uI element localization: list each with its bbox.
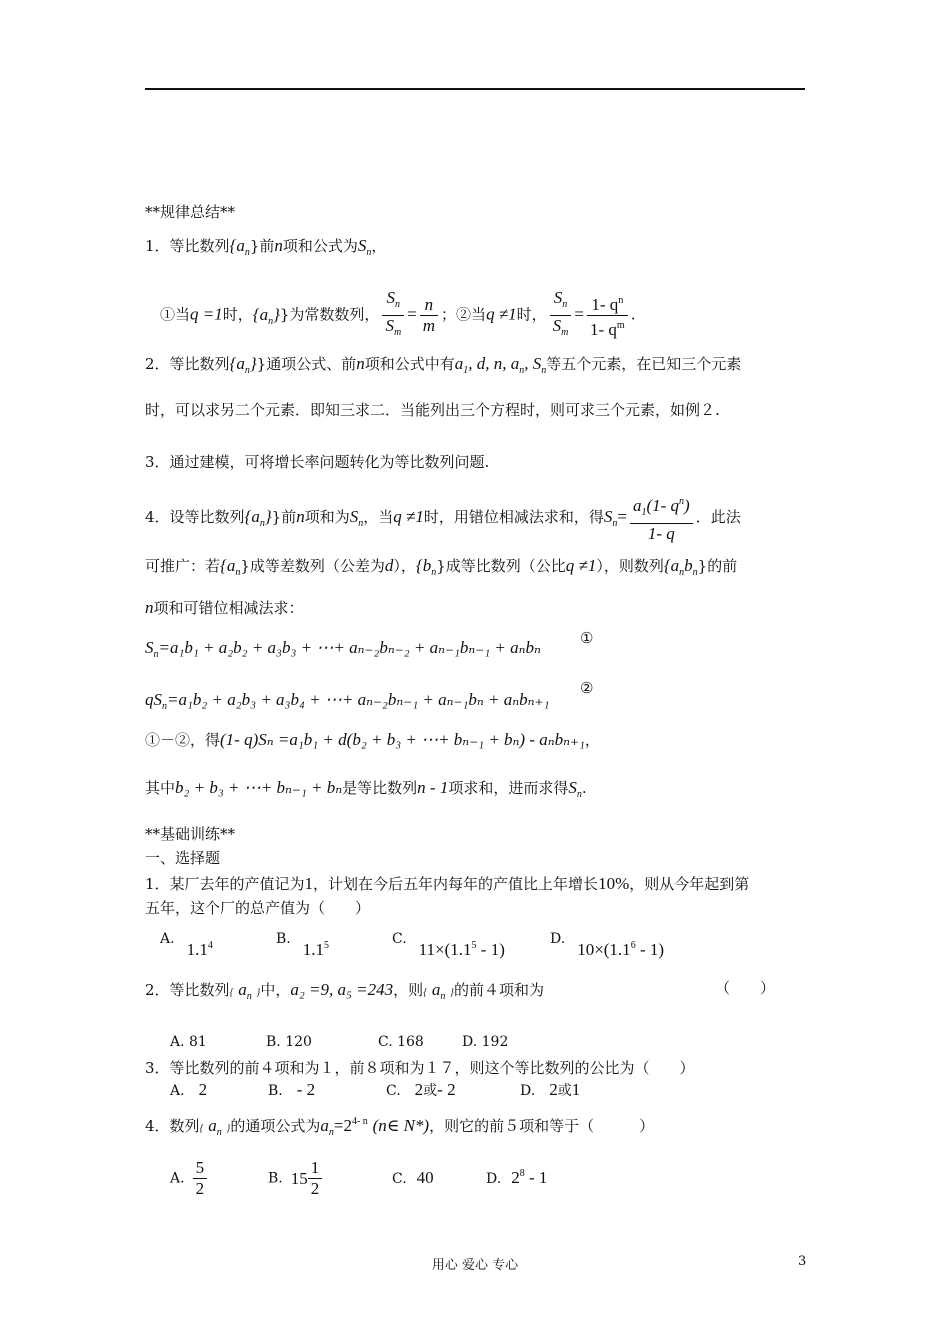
summary-item-4-line7: 其中b₂ + b₃ + ⋯+ bₙ₋₁ + bₙ是等比数列n - 1项求和，进而求得$S_n$. xyxy=(145,778,587,800)
question-2-option-d[interactable]: D. 192 xyxy=(462,1034,509,1050)
page-footer: 用心 爱心 专心 xyxy=(431,1258,519,1273)
question-2: 2．等比数列{ $a_n$ }中，a₂ =9, a₅ =243，则{ $a_n$ }的前４项和为 xyxy=(145,980,544,1002)
question-3-option-a[interactable]: A. 2 xyxy=(170,1080,208,1099)
question-1-line2: 五年，这个厂的总产值为（ ） xyxy=(145,899,371,917)
fraction: $\frac{S_n}{S_m}$ xyxy=(550,288,572,343)
summary-item-3: 3．通过建模，可将增长率问题转化为等比数列问题. xyxy=(145,453,490,471)
equation-2-tag: ② xyxy=(580,679,594,697)
question-1-option-c[interactable]: $C.11\times(1.1^5 - 1)$ xyxy=(392,931,505,959)
section-title: 一、选择题 xyxy=(145,849,221,867)
question-1-line1: 1．某厂去年的产值记为1，计划在今后五年内每年的产值比上年增长10%，则从今年起到第 xyxy=(145,874,750,893)
question-1-option-b[interactable]: B.1.1$^5$ xyxy=(276,931,329,959)
page-number: 3 xyxy=(798,1254,807,1269)
equation-3: ①－②，得(1- q)Sₙ =a₁b₁ + d(b₂ + b₃ + ⋯+ bₙ₋₁ + bₙ) - aₙbₙ₊₁， xyxy=(145,730,600,749)
summary-item-1-cases: ①当q =1时，$\{a_n\}$}为常数数列， $\frac{S_n}{S_m}$ = $\frac{n}{m}$ ；②当q ≠1时， $\frac{S_n}{S_m}$ = $\frac{1- q^n}{1- q^m}$ . xyxy=(160,288,635,343)
question-2-option-c[interactable]: C. 168 xyxy=(378,1034,424,1050)
summary-item-2-line2: 时，可以求另二个元素．即知三求二．当能列出三个方程时，则可求三个元素，如例２. xyxy=(145,401,720,419)
question-4-option-b[interactable]: B. 15 $\frac{1}{2}$ xyxy=(268,1158,325,1199)
equation-1-tag: ① xyxy=(580,629,594,647)
fraction: $\frac{1- q^n}{1- q^m}$ xyxy=(587,291,628,340)
training-heading: **基础训练** xyxy=(145,825,236,843)
summary-item-4-line2: 可推广：若$\{a_n\}$成等差数列（公差为d），$\{b_n\}$成等比数列（公比q ≠1），则数列$\{a_nb_n\}$的前 xyxy=(145,556,738,578)
question-2-option-b[interactable]: B. 120 xyxy=(266,1034,312,1050)
fraction: $\frac{n}{m}$ xyxy=(420,295,438,336)
question-3-option-c[interactable]: C. 2或- 2 xyxy=(386,1080,456,1099)
summary-item-4-line1: 4．设等比数列$\{a_n\}$}前n项和为$S_n$，当q ≠1时，用错位相减法求和，得$S_n=$ $\frac{a_1(1- q^n)}{1- q}$ ．此法 xyxy=(145,492,741,544)
summary-heading: **规律总结** xyxy=(145,203,236,221)
fraction: $\frac{S_n}{S_m}$ xyxy=(382,288,404,343)
equation-2: $qS_n=a_1b_2 + a_2b_3 + a_3b_4$ + ⋯+ aₙ₋₂bₙ₋₁ + aₙ₋₁bₙ + aₙbₙ₊₁ xyxy=(145,690,550,712)
summary-item-4-line3: n项和可错位相减法求： xyxy=(145,598,304,617)
question-1-option-a[interactable]: A.1.1$^4$ xyxy=(160,931,213,959)
question-2-answer-paren: （ ） xyxy=(715,979,776,997)
header-rule xyxy=(145,88,805,90)
question-1-option-d[interactable]: $D.10\times(1.1^6 - 1)$ xyxy=(550,931,665,959)
question-4: 4．数列{ $a_n$ }的通项公式为$a_n=2^{4- n}$ (n∈ N*)，则它的前５项和等于（ ） xyxy=(145,1116,655,1138)
question-4-option-a[interactable]: A. $\frac{5}{2}$ xyxy=(170,1158,210,1199)
question-4-option-c[interactable]: C. 40 xyxy=(392,1168,434,1187)
question-2-option-a[interactable]: A. 81 xyxy=(170,1034,207,1050)
question-3-option-d[interactable]: D. 2或1 xyxy=(520,1080,581,1099)
summary-item-1: 1．等比数列$\{a_n\}$前n项和公式为$S_n$， xyxy=(145,236,387,258)
question-3: 3．等比数列的前４项和为１，前８项和为１７，则这个等比数列的公比为（ ） xyxy=(145,1059,695,1077)
fraction: $\frac{a_1(1- q^n)}{1- q}$ xyxy=(630,492,693,544)
question-4-option-d[interactable]: D. $2^8 - 1$ xyxy=(486,1168,548,1187)
question-3-option-b[interactable]: B. - 2 xyxy=(268,1080,316,1099)
equation-1: $S_n=a_1b_1 + a_2b_2 + a_3b_3$ + ⋯+ aₙ₋₂bₙ₋₂ + aₙ₋₁bₙ₋₁ + aₙbₙ xyxy=(145,638,541,660)
summary-item-2-line1: 2．等比数列$\{a_n\}$}通项公式、前n项和公式中有$a_1$, d, n, $a_n$, $S_n$等五个元素，在已知三个元素 xyxy=(145,354,742,376)
